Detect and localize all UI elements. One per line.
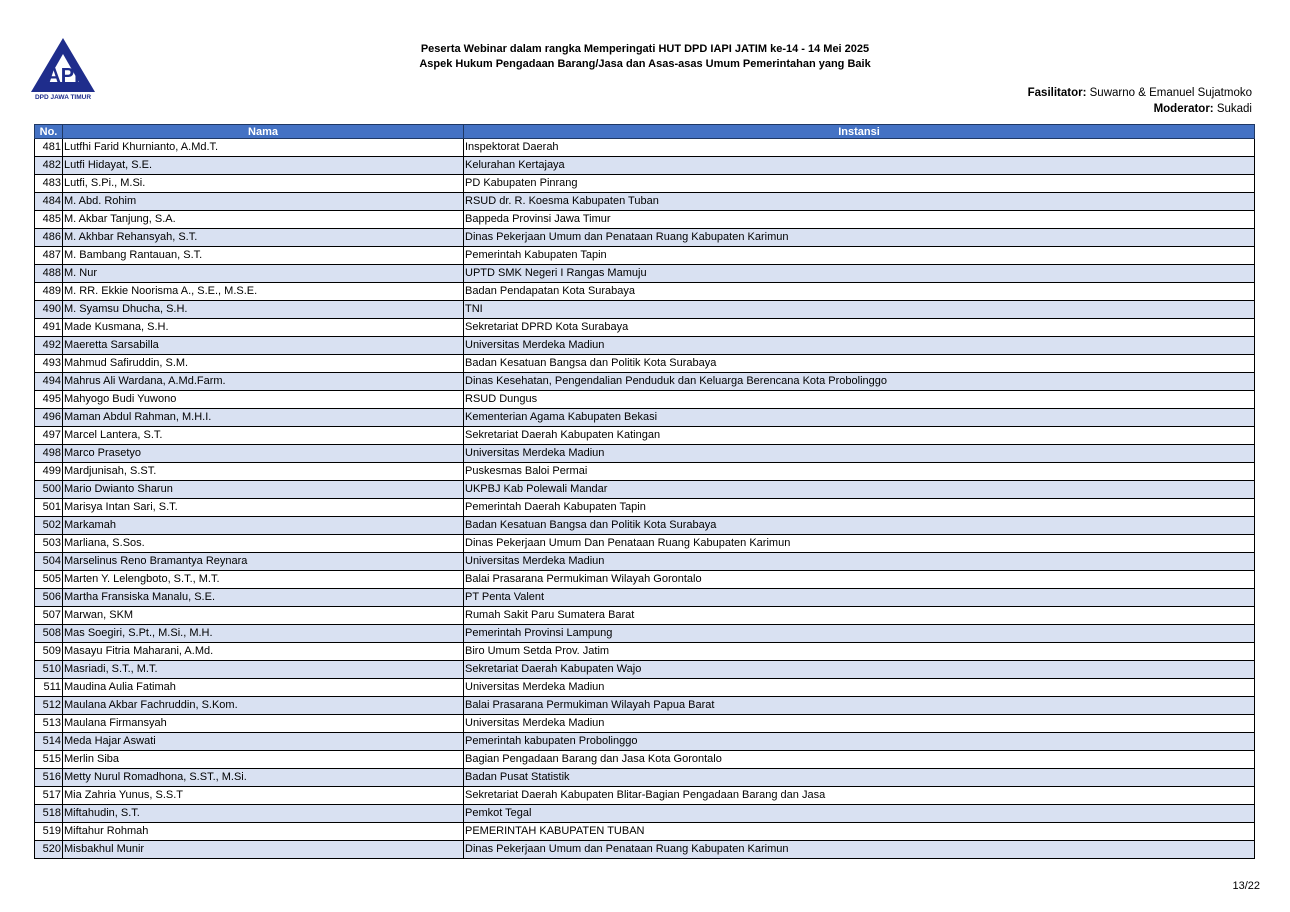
cell-name: Marliana, S.Sos. (63, 535, 464, 553)
table-row (35, 751, 1255, 769)
cell-name: Mardjunisah, S.ST. (63, 463, 464, 481)
cell-instansi: Biro Umum Setda Prov. Jatim (464, 643, 1255, 661)
cell-instansi: Inspektorat Daerah (464, 139, 1255, 157)
cell-instansi: Badan Kesatuan Bangsa dan Politik Kota Surabaya (464, 517, 1255, 535)
cell-no: 518 (35, 805, 63, 823)
fasilitator-value: Suwarno & Emanuel Sujatmoko (1089, 87, 1252, 99)
table-row (35, 535, 1255, 553)
cell-name: Martha Fransiska Manalu, S.E. (63, 589, 464, 607)
table-row (35, 841, 1255, 859)
cell-name: M. RR. Ekkie Noorisma A., S.E., M.S.E. (63, 283, 464, 301)
table-row (35, 607, 1255, 625)
cell-instansi: Universitas Merdeka Madiun (464, 445, 1255, 463)
table-row (35, 679, 1255, 697)
cell-no: 503 (35, 535, 63, 553)
cell-instansi: Pemerintah Daerah Kabupaten Tapin (464, 499, 1255, 517)
cell-no: 514 (35, 733, 63, 751)
cell-instansi: Badan Pusat Statistik (464, 769, 1255, 787)
cell-name: Merlin Siba (63, 751, 464, 769)
cell-name: M. Abd. Rohim (63, 193, 464, 211)
cell-instansi: Pemerintah Provinsi Lampung (464, 625, 1255, 643)
cell-instansi: Universitas Merdeka Madiun (464, 553, 1255, 571)
cell-no: 507 (35, 607, 63, 625)
moderator-value: Sukadi (1216, 103, 1252, 115)
table-row (35, 265, 1255, 283)
table-row (35, 787, 1255, 805)
cell-name: Miftahudin, S.T. (63, 805, 464, 823)
table-row (35, 733, 1255, 751)
cell-no: 512 (35, 697, 63, 715)
cell-name: Made Kusmana, S.H. (63, 319, 464, 337)
cell-no: 520 (35, 841, 63, 859)
table-row (35, 157, 1255, 175)
cell-name: Mahrus Ali Wardana, A.Md.Farm. (63, 373, 464, 391)
cell-no: 500 (35, 481, 63, 499)
cell-instansi: Universitas Merdeka Madiun (464, 337, 1255, 355)
cell-no: 493 (35, 355, 63, 373)
cell-instansi: Sekretariat DPRD Kota Surabaya (464, 319, 1255, 337)
cell-name: Meda Hajar Aswati (63, 733, 464, 751)
cell-name: M. Bambang Rantauan, S.T. (63, 247, 464, 265)
table-row (35, 715, 1255, 733)
cell-instansi: Dinas Pekerjaan Umum dan Penataan Ruang Kabupaten Karimun (464, 229, 1255, 247)
cell-instansi: Pemkot Tegal (464, 805, 1255, 823)
cell-no: 511 (35, 679, 63, 697)
cell-name: Mia Zahria Yunus, S.S.T (63, 787, 464, 805)
cell-no: 499 (35, 463, 63, 481)
table-row (35, 283, 1255, 301)
cell-instansi: Universitas Merdeka Madiun (464, 715, 1255, 733)
cell-instansi: RSUD Dungus (464, 391, 1255, 409)
table-row (35, 193, 1255, 211)
cell-no: 498 (35, 445, 63, 463)
cell-no: 516 (35, 769, 63, 787)
table-row (35, 661, 1255, 679)
table-row (35, 409, 1255, 427)
column-header-instansi: Instansi (464, 125, 1255, 139)
cell-no: 505 (35, 571, 63, 589)
title-line-1: Peserta Webinar dalam rangka Memperingati HUT DPD IAPI JATIM ke-14 - 14 Mei 2025 (420, 43, 870, 55)
cell-instansi: TNI (464, 301, 1255, 319)
cell-no: 492 (35, 337, 63, 355)
cell-instansi: Dinas Pekerjaan Umum Dan Penataan Ruang Kabupaten Karimun (464, 535, 1255, 553)
cell-name: Lutfi Hidayat, S.E. (63, 157, 464, 175)
cell-name: Lutfhi Farid Khurnianto, A.Md.T. (63, 139, 464, 157)
table-row (35, 769, 1255, 787)
cell-no: 490 (35, 301, 63, 319)
column-header-nama: Nama (63, 125, 464, 139)
cell-instansi: Kementerian Agama Kabupaten Bekasi (464, 409, 1255, 427)
cell-name: Masayu Fitria Maharani, A.Md. (63, 643, 464, 661)
cell-instansi: UKPBJ Kab Polewali Mandar (464, 481, 1255, 499)
table-row (35, 697, 1255, 715)
cell-no: 495 (35, 391, 63, 409)
cell-no: 513 (35, 715, 63, 733)
cell-name: Misbakhul Munir (63, 841, 464, 859)
cell-name: Marcel Lantera, S.T. (63, 427, 464, 445)
table-row (35, 823, 1255, 841)
table-row (35, 355, 1255, 373)
cell-instansi: Universitas Merdeka Madiun (464, 679, 1255, 697)
cell-name: Maeretta Sarsabilla (63, 337, 464, 355)
cell-no: 508 (35, 625, 63, 643)
cell-no: 502 (35, 517, 63, 535)
table-row (35, 337, 1255, 355)
cell-instansi: Rumah Sakit Paru Sumatera Barat (464, 607, 1255, 625)
cell-no: 501 (35, 499, 63, 517)
cell-name: Miftahur Rohmah (63, 823, 464, 841)
cell-name: Marwan, SKM (63, 607, 464, 625)
cell-no: 515 (35, 751, 63, 769)
cell-no: 484 (35, 193, 63, 211)
cell-name: Maudina Aulia Fatimah (63, 679, 464, 697)
cell-name: M. Akbar Tanjung, S.A. (63, 211, 464, 229)
cell-no: 483 (35, 175, 63, 193)
table-row (35, 445, 1255, 463)
cell-name: Marten Y. Lelengboto, S.T., M.T. (63, 571, 464, 589)
cell-name: Mahmud Safiruddin, S.M. (63, 355, 464, 373)
cell-instansi: Kelurahan Kertajaya (464, 157, 1255, 175)
table-row (35, 373, 1255, 391)
cell-instansi: PT Penta Valent (464, 589, 1255, 607)
cell-instansi: PEMERINTAH KABUPATEN TUBAN (464, 823, 1255, 841)
cell-instansi: RSUD dr. R. Koesma Kabupaten Tuban (464, 193, 1255, 211)
table-row (35, 427, 1255, 445)
table-row (35, 625, 1255, 643)
cell-name: Masriadi, S.T., M.T. (63, 661, 464, 679)
cell-instansi: Badan Pendapatan Kota Surabaya (464, 283, 1255, 301)
cell-instansi: Bappeda Provinsi Jawa Timur (464, 211, 1255, 229)
cell-instansi: Puskesmas Baloi Permai (464, 463, 1255, 481)
table-row (35, 211, 1255, 229)
cell-instansi: Bagian Pengadaan Barang dan Jasa Kota Gorontalo (464, 751, 1255, 769)
logo-caption: DPD JAWA TIMUR (34, 94, 92, 101)
cell-no: 489 (35, 283, 63, 301)
table-row (35, 247, 1255, 265)
svg-text:API: API (46, 65, 80, 87)
cell-instansi: Badan Kesatuan Bangsa dan Politik Kota Surabaya (464, 355, 1255, 373)
cell-instansi: Sekretariat Daerah Kabupaten Katingan (464, 427, 1255, 445)
page-number: 13/22 (1232, 880, 1260, 892)
table-row (35, 301, 1255, 319)
cell-no: 509 (35, 643, 63, 661)
cell-name: M. Syamsu Dhucha, S.H. (63, 301, 464, 319)
participants-table (34, 124, 1255, 859)
cell-instansi: Pemerintah Kabupaten Tapin (464, 247, 1255, 265)
cell-instansi: Dinas Kesehatan, Pengendalian Penduduk dan Keluarga Berencana Kota Probolinggo (464, 373, 1255, 391)
cell-name: Maulana Akbar Fachruddin, S.Kom. (63, 697, 464, 715)
cell-no: 496 (35, 409, 63, 427)
cell-no: 510 (35, 661, 63, 679)
cell-no: 517 (35, 787, 63, 805)
cell-name: Maulana Firmansyah (63, 715, 464, 733)
table-row (35, 391, 1255, 409)
cell-no: 482 (35, 157, 63, 175)
column-header-no: No. (35, 125, 63, 139)
cell-no: 488 (35, 265, 63, 283)
cell-no: 497 (35, 427, 63, 445)
table-row (35, 229, 1255, 247)
cell-no: 491 (35, 319, 63, 337)
session-info (1028, 85, 1252, 117)
cell-name: Mahyogo Budi Yuwono (63, 391, 464, 409)
table-row (35, 643, 1255, 661)
cell-no: 494 (35, 373, 63, 391)
cell-instansi: Balai Prasarana Permukiman Wilayah Papua Barat (464, 697, 1255, 715)
table-row (35, 571, 1255, 589)
cell-name: Maman Abdul Rahman, M.H.I. (63, 409, 464, 427)
cell-name: Metty Nurul Romadhona, S.ST., M.Si. (63, 769, 464, 787)
cell-name: Marselinus Reno Bramantya Reynara (63, 553, 464, 571)
table-row (35, 175, 1255, 193)
cell-instansi: Balai Prasarana Permukiman Wilayah Gorontalo (464, 571, 1255, 589)
cell-instansi: Pemerintah kabupaten Probolinggo (464, 733, 1255, 751)
title-line-2: Aspek Hukum Pengadaan Barang/Jasa dan Asas-asas Umum Pemerintahan yang Baik (419, 58, 871, 70)
table-row (35, 139, 1255, 157)
cell-instansi: Sekretariat Daerah Kabupaten Blitar-Bagian Pengadaan Barang dan Jasa (464, 787, 1255, 805)
fasilitator-label: Fasilitator: (1027, 87, 1087, 99)
cell-instansi: UPTD SMK Negeri I Rangas Mamuju (464, 265, 1255, 283)
cell-name: Mas Soegiri, S.Pt., M.Si., M.H. (63, 625, 464, 643)
cell-no: 506 (35, 589, 63, 607)
cell-no: 481 (35, 139, 63, 157)
table-row (35, 553, 1255, 571)
cell-name: Mario Dwianto Sharun (63, 481, 464, 499)
cell-no: 504 (35, 553, 63, 571)
table-row (35, 481, 1255, 499)
moderator-label: Moderator: (1153, 103, 1214, 115)
table-row (35, 805, 1255, 823)
table-row (35, 463, 1255, 481)
table-row (35, 589, 1255, 607)
cell-instansi: PD Kabupaten Pinrang (464, 175, 1255, 193)
table-row (35, 517, 1255, 535)
document-title (0, 42, 1290, 72)
cell-no: 486 (35, 229, 63, 247)
table-row (35, 319, 1255, 337)
cell-no: 487 (35, 247, 63, 265)
cell-instansi: Dinas Pekerjaan Umum dan Penataan Ruang Kabupaten Karimun (464, 841, 1255, 859)
cell-no: 519 (35, 823, 63, 841)
cell-name: Markamah (63, 517, 464, 535)
cell-name: Lutfi, S.Pi., M.Si. (63, 175, 464, 193)
cell-instansi: Sekretariat Daerah Kabupaten Wajo (464, 661, 1255, 679)
table-header-row (35, 125, 1255, 139)
table-row (35, 499, 1255, 517)
cell-name: Marisya Intan Sari, S.T. (63, 499, 464, 517)
cell-name: M. Nur (63, 265, 464, 283)
cell-no: 485 (35, 211, 63, 229)
cell-name: M. Akhbar Rehansyah, S.T. (63, 229, 464, 247)
cell-name: Marco Prasetyo (63, 445, 464, 463)
